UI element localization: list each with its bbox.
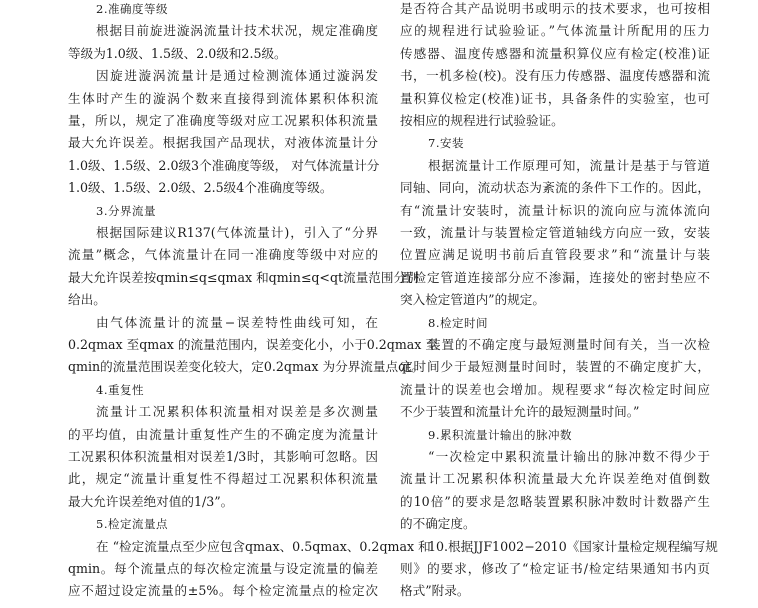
text-line: 则》的要求，修改了“检定证书/检定结果通知书内页 [400, 561, 710, 576]
text-line: qmin的流量范围误差变化较大，定0.2qmax 为分界流量点qt。 [68, 359, 424, 375]
text-line: 量积算仪检定(校准)证书，具备条件的实验室，也可 [400, 90, 710, 106]
text-line: 流量”概念，气体流量计在同一准确度等级中对应的 [68, 247, 378, 263]
text-line: 传感器、温度传感器和流量积算仪应有检定(校准)证 [400, 45, 710, 61]
text-line: 书，一机多检(校)。没有压力传感器、温度传感器和流 [400, 68, 710, 84]
section-heading: 7.安装 [428, 136, 464, 151]
section-heading: 4.重复性 [96, 382, 144, 397]
text-line: 定时间少于最短测量时间时，装置的不确定度扩大， [400, 359, 710, 375]
text-line: 10.根据JJF1002−2010《国家计量检定规程编写规 [428, 538, 718, 554]
text-line: 1.0级、1.5级、2.0级、2.5级4个准确度等级。 [68, 180, 333, 196]
text-line: 突入检定管道内”的规定。 [400, 292, 545, 308]
text-line: 装置的不确定度与最短测量时间有关，当一次检 [428, 337, 710, 352]
text-line: 最大允许误差按qmin≤q≤qmax 和qmin≤q<qt流量范围分别 [68, 269, 419, 285]
text-line: 不少于装置和流量计允许的最短测量时间。” [400, 404, 640, 420]
text-line: 由气体流量计的流量−误差特性曲线可知，在 [96, 314, 378, 330]
text-line: 0.2qmax 至qmax 的流量范围内，误差变化小，小于0.2qmax 至 [68, 337, 439, 352]
text-line: 此，规定“流量计重复性不得超过工况累积体积流量 [68, 471, 378, 487]
text-line: 的10倍”的要求是忽略装置累积脉冲数时计数器产生 [400, 493, 710, 509]
text-line: 位置应满足说明书前后直管段要求”和“流量计与装 [400, 247, 710, 263]
text-line: 按相应的规程进行试验验证。 [400, 113, 564, 128]
section-heading: 5.检定流量点 [96, 517, 168, 532]
section-heading: 9.累积流量计输出的脉冲数 [428, 427, 572, 442]
text-line: 的不确定度。 [400, 516, 476, 532]
section-heading: 8.检定时间 [428, 315, 488, 330]
text-line: 工况累积体积流量相对误差1/3时，其影响可忽略。因 [68, 449, 378, 464]
text-line: 应的规程进行试验验证。”气体流量计所配用的压力 [400, 23, 710, 39]
text-line: qmin。每个流量点的每次检定流量与设定流量的偏差 [68, 561, 378, 576]
text-line: 给出。 [68, 292, 106, 308]
text-line: 流量计工况累积体积流量相对误差是多次测量 [96, 404, 378, 420]
text-line: 根据国际建议R137(气体流量计)，引入了“分界 [96, 225, 378, 240]
text-line: 根据目前旋进漩涡流量计技术状况，规定准确度 [96, 23, 378, 39]
text-line: 有“流量计安装时，流量计标识的流向应与流体流向 [400, 202, 710, 218]
text-line: 流量计工况累积体积流量最大允许误差绝对值倒数 [400, 471, 710, 487]
text-line: 最大允许误差。根据我国产品现状，对液体流量计分 [68, 135, 378, 151]
section-heading: 2.准确度等级 [96, 2, 168, 16]
text-line: 量，所以，规定了准确度等级对应工况累积体积流量 [68, 113, 378, 128]
text-line: 生体时产生的漩涡个数来直接得到流体累积体积流 [68, 90, 378, 106]
text-line: 因旋进漩涡流量计是通过检测流体通过漩涡发 [96, 68, 378, 84]
text-line: 置检定管道连接部分应不渗漏，连接处的密封垫应不 [400, 269, 710, 285]
text-line: 是否符合其产品说明书或明示的技术要求，也可按相 [400, 1, 710, 16]
text-line: 同轴、同向，流动状态为紊流的条件下工作的。因此， [400, 180, 710, 196]
text-line: 流量计的误差也会增加。规程要求“每次检定时间应 [400, 381, 710, 397]
text-line: 最大允许误差绝对值的1/3”。 [68, 493, 234, 509]
text-line: 根据流量计工作原理可知，流量计是基于与管道 [428, 157, 710, 173]
text-line: “一次检定中累积流量计输出的脉冲数不得少于 [428, 449, 710, 464]
text-line: 在 “检定流量点至少应包含qmax、0.5qmax、0.2qmax 和 [96, 538, 431, 554]
text-line: 一致，流量计与装置检定管道轴线方向应一致，安装 [400, 225, 710, 240]
text-line: 应不超过设定流量的±5%。每个检定流量点的检定次 [68, 583, 378, 599]
text-line: 的平均值，由流量计重复性产生的不确定度为流量计 [68, 426, 378, 442]
section-heading: 3.分界流量 [96, 203, 156, 218]
text-line: 等级为1.0级、1.5级、2.0级和2.5级。 [68, 45, 287, 61]
text-line: 格式”附录。 [400, 583, 470, 599]
text-line: 1.0级、1.5级、2.0级3个准确度等级， 对气体流量计分 [68, 157, 380, 173]
